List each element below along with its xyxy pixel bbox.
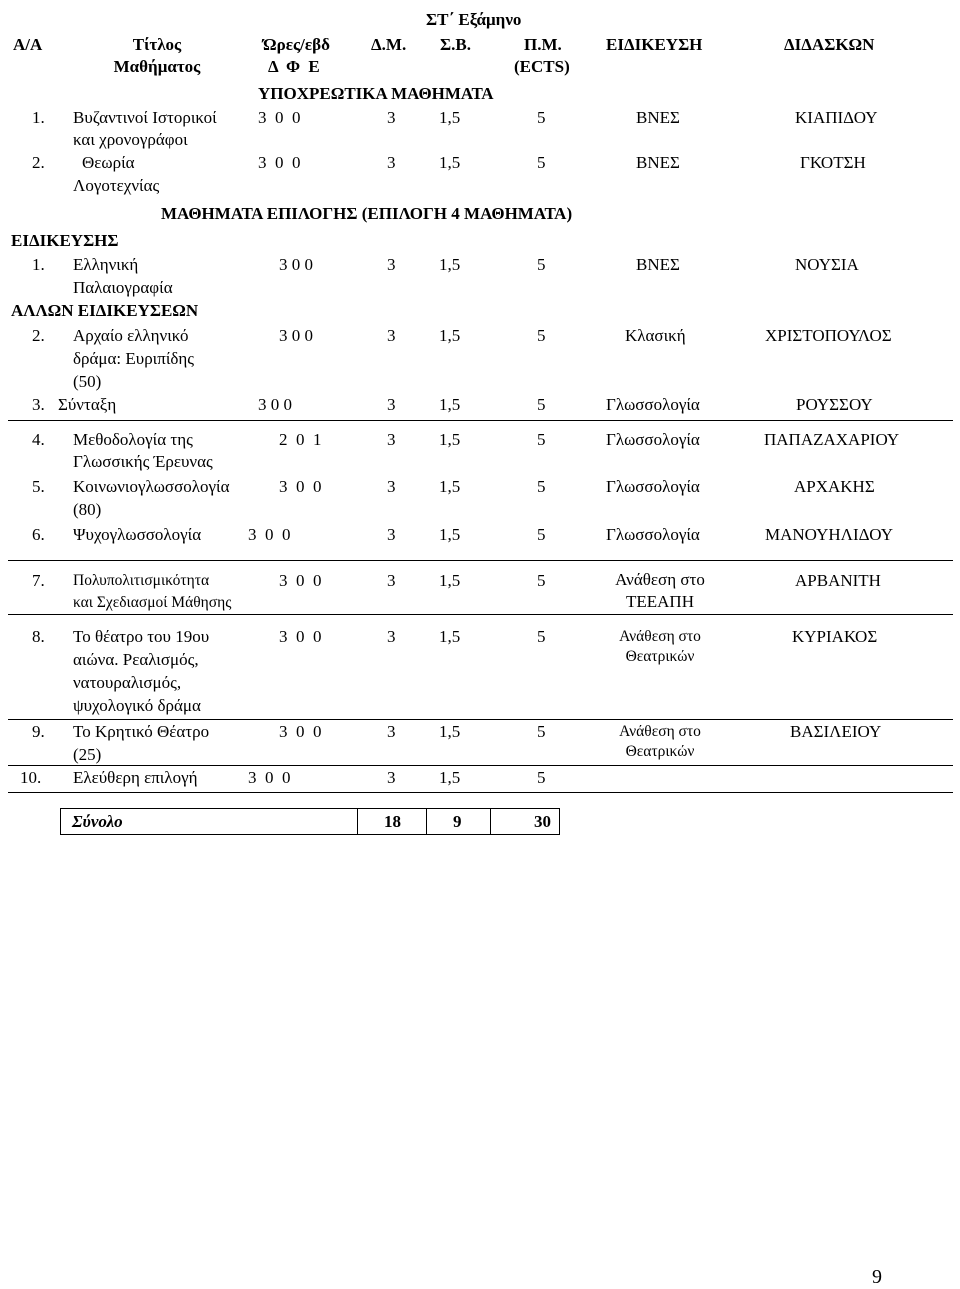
course-dm: 3 [387,108,396,127]
course-number: 10. [20,768,42,787]
course-pm: 5 [537,722,546,741]
course-dm: 3 [387,571,396,590]
row-separator [8,792,953,793]
course-pm: 5 [537,477,546,496]
course-specialty: ΒΝΕΣ [636,255,680,274]
section-other-specialties: ΑΛΛΩΝ ΕΙΔΙΚΕΥΣΕΩΝ [11,301,199,320]
course-pm: 5 [537,571,546,590]
course-teacher: ΜΑΝΟΥΗΛΙΔΟΥ [765,525,893,544]
course-pm: 5 [537,525,546,544]
total-cell-line [559,808,560,834]
total-label: Σύνολο [72,812,123,831]
course-hours: 3 0 0 [258,153,301,172]
course-teacher: ΑΡΒΑΝΙΤΗ [795,571,881,590]
header-title-line2: Μαθήματος [113,57,201,76]
page-number: 9 [872,1266,882,1288]
row-separator [8,420,953,421]
course-title-line: (80) [73,500,102,519]
section-electives: ΜΑΘΗΜΑΤΑ ΕΠΙΛΟΓΗΣ (ΕΠΙΛΟΓΗ 4 ΜΑΘΗΜΑΤΑ) [161,204,573,223]
course-hours: 3 0 0 [258,108,301,127]
header-sv: Σ.Β. [440,35,471,54]
course-number: 3. [32,395,45,414]
course-title-line: Γλωσσικής Έρευνας [73,452,213,471]
row-separator [8,765,953,766]
course-sv: 1,5 [439,627,461,646]
course-number: 1. [32,108,45,127]
course-dm: 3 [387,326,396,345]
total-cell-line [357,808,358,834]
course-dm: 3 [387,395,396,414]
course-number: 7. [32,571,45,590]
course-specialty: Ανάθεση στο [615,570,705,589]
course-teacher: ΝΟΥΣΙΑ [795,255,859,274]
course-title-line: αιώνα. Ρεαλισμός, [73,650,199,669]
course-specialty: Γλωσσολογία [606,477,700,496]
course-title-line: Παλαιογραφία [73,278,173,297]
course-number: 8. [32,627,45,646]
course-specialty: Γλωσσολογία [606,395,700,414]
course-dm: 3 [387,722,396,741]
header-specialty: ΕΙΔΙΚΕΥΣΗ [606,35,703,54]
course-teacher: ΑΡΧΑΚΗΣ [794,477,875,496]
course-pm: 5 [537,768,546,787]
row-separator [8,560,953,561]
course-sv: 1,5 [439,108,461,127]
course-specialty: Κλασική [625,326,686,345]
course-number: 9. [32,722,45,741]
course-title-line: Αρχαίο ελληνικό [73,326,189,345]
course-title-line: δράμα: Ευριπίδης [73,349,195,368]
course-specialty: Ανάθεση στο [619,628,701,645]
course-dm: 3 [387,477,396,496]
course-number: 5. [32,477,45,496]
course-teacher: ΚΥΡΙΑΚΟΣ [792,627,878,646]
course-hours: 3 0 0 [248,525,291,544]
course-title-line: Σύνταξη [58,395,117,414]
course-teacher: ΓΚΟΤΣΗ [800,153,866,172]
header-pm-line1: Π.Μ. [524,35,562,54]
row-separator [8,614,953,615]
course-title-line: Κοινωνιογλωσσολογία [73,477,230,496]
course-title-line: Λογοτεχνίας [73,176,160,195]
course-number: 1. [32,255,45,274]
header-aa: Α/Α [13,35,43,54]
course-pm: 5 [537,395,546,414]
course-dm: 3 [387,430,396,449]
course-pm: 5 [537,627,546,646]
course-dm: 3 [387,255,396,274]
course-specialty: Θεατρικών [625,648,695,665]
header-hours-line2: Δ Φ Ε [268,57,320,76]
total-dm: 18 [384,812,401,831]
total-sv: 9 [453,812,462,831]
course-title-line: και Σχεδιασμοί Μάθησης [73,594,232,611]
course-title-line: και χρονογράφοι [73,130,188,149]
course-pm: 5 [537,255,546,274]
course-pm: 5 [537,108,546,127]
course-sv: 1,5 [439,477,461,496]
course-specialty: Θεατρικών [625,743,695,760]
course-title-line: νατουραλισμός, [73,673,182,692]
total-cell-line [60,808,61,834]
course-sv: 1,5 [439,395,461,414]
course-hours: 3 0 0 [279,326,313,345]
course-specialty: ΒΝΕΣ [636,108,680,127]
course-title-line: Πολυπολιτισμικότητα [73,572,210,589]
course-pm: 5 [537,430,546,449]
course-hours: 3 0 0 [279,255,313,274]
course-specialty: ΒΝΕΣ [636,153,680,172]
course-specialty: Γλωσσολογία [606,525,700,544]
total-cell-line [426,808,427,834]
header-pm-line2: (ECTS) [514,57,570,76]
course-title-line: Ελεύθερη επιλογή [73,768,198,787]
course-title-line: ψυχολογικό δράμα [73,696,201,715]
course-specialty: ΤΕΕΑΠΗ [626,592,694,611]
course-dm: 3 [387,153,396,172]
course-sv: 1,5 [439,722,461,741]
course-title-line: Το θέατρο του 19ου [73,627,210,646]
course-hours: 3 0 0 [279,477,322,496]
course-sv: 1,5 [439,430,461,449]
course-teacher: ΠΑΠΑΖΑΧΑΡΙΟΥ [764,430,900,449]
course-sv: 1,5 [439,255,461,274]
course-hours: 3 0 0 [279,571,322,590]
course-teacher: ΒΑΣΙΛΕΙΟΥ [790,722,882,741]
course-hours: 3 0 0 [279,722,322,741]
course-title-line: Το Κρητικό Θέατρο [73,722,210,741]
course-hours: 3 0 0 [279,627,322,646]
course-title-line: Μεθοδολογία της [73,430,193,449]
course-teacher: ΚΙΑΠΙΔΟΥ [795,108,878,127]
course-title-line: Βυζαντινοί Ιστορικοί [73,108,217,127]
header-hours-line1: Ώρες/εβδ [263,35,330,54]
course-specialty: Ανάθεση στο [619,723,701,740]
total-top-line [60,808,560,809]
course-dm: 3 [387,627,396,646]
course-number: 2. [32,326,45,345]
row-separator [8,719,953,720]
course-sv: 1,5 [439,153,461,172]
course-pm: 5 [537,326,546,345]
course-title-line: (25) [73,745,102,764]
section-specialty-group: ΕΙΔΙΚΕΥΣΗΣ [11,231,119,250]
course-sv: 1,5 [439,768,461,787]
course-number: 6. [32,525,45,544]
header-title-line1: Τίτλος [132,35,182,54]
course-hours: 3 0 0 [248,768,291,787]
course-sv: 1,5 [439,571,461,590]
course-sv: 1,5 [439,326,461,345]
course-teacher: ΧΡΙΣΤΟΠΟΥΛΟΣ [765,326,892,345]
course-teacher: ΡΟΥΣΣΟΥ [796,395,873,414]
course-title-line: Ψυχογλωσσολογία [73,525,202,544]
course-title-line: Ελληνική [73,255,139,274]
header-teaching: ΔΙΔΑΣΚΩΝ [784,35,875,54]
course-number: 4. [32,430,45,449]
header-dm: Δ.Μ. [371,35,407,54]
course-specialty: Γλωσσολογία [606,430,700,449]
course-number: 2. [32,153,45,172]
total-pm: 30 [534,812,551,831]
course-hours: 3 0 0 [258,395,292,414]
course-title-line: Θεωρία [82,153,135,172]
course-pm: 5 [537,153,546,172]
course-dm: 3 [387,525,396,544]
total-cell-line [490,808,491,834]
course-sv: 1,5 [439,525,461,544]
section-compulsory: ΥΠΟΧΡΕΩΤΙΚΑ ΜΑΘΗΜΑΤΑ [258,84,494,103]
course-hours: 2 0 1 [279,430,322,449]
course-title-line: (50) [73,372,102,391]
course-dm: 3 [387,768,396,787]
total-bottom-line [60,834,560,835]
semester-title: ΣΤ΄ Εξάμηνο [426,10,522,29]
